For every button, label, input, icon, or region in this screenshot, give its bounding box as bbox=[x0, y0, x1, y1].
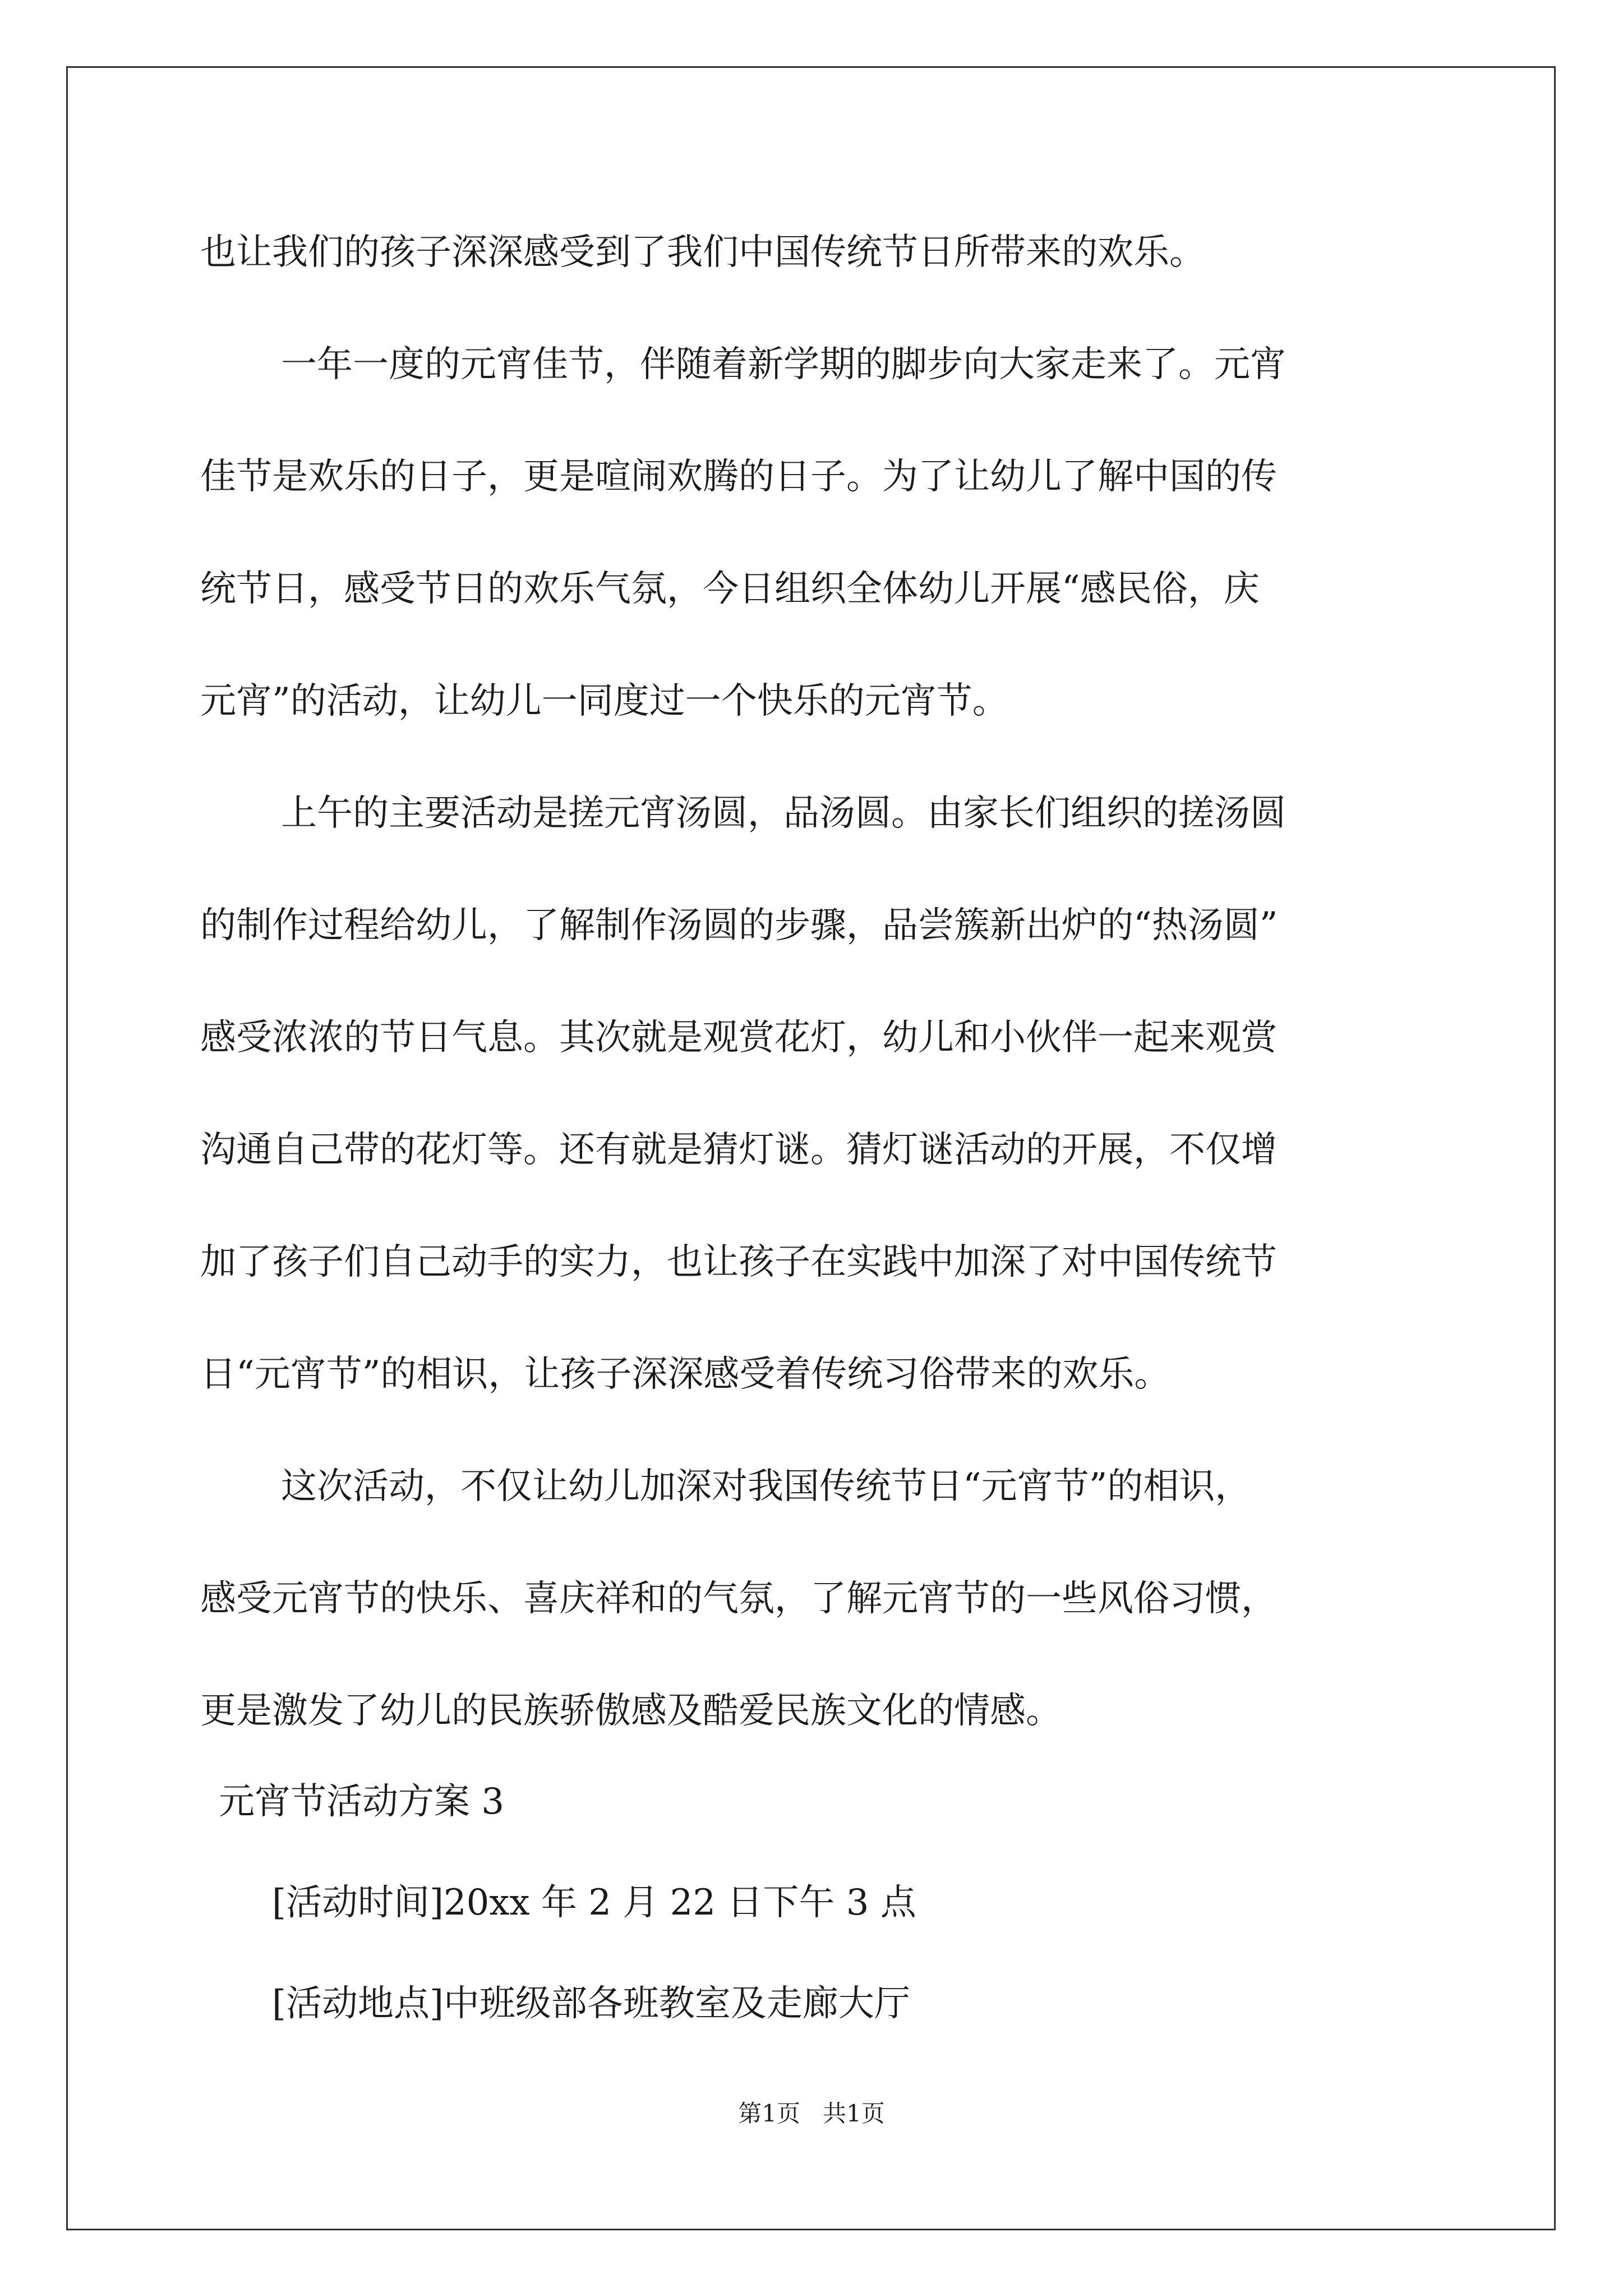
text-line-3: 佳节是欢乐的日子，更是喧闹欢腾的日子。为了让幼儿了解中国的传 bbox=[200, 456, 1277, 498]
text-line-13: 感受元宵节的快乐、喜庆祥和的气氛，了解元宵节的一些风俗习惯， bbox=[200, 1578, 1277, 1619]
text-line-5: 元宵”的活动，让幼儿一同度过一个快乐的元宵节。 bbox=[200, 680, 1008, 722]
text-line-11: 日“元宵节”的相识，让孩子深深感受着传统习俗带来的欢乐。 bbox=[200, 1354, 1170, 1395]
activity-time: [活动时间]20xx 年 2 月 22 日下午 3 点 bbox=[272, 1882, 916, 1924]
page-footer: 第1页 共1页 bbox=[738, 2100, 885, 2127]
text-line-2: 一年一度的元宵佳节，伴随着新学期的脚步向大家走来了。元宵 bbox=[281, 344, 1286, 385]
text-line-6: 上午的主要活动是搓元宵汤圆，品汤圆。由家长们组织的搓汤圆 bbox=[281, 793, 1286, 834]
text-line-8: 感受浓浓的节日气息。其次就是观赏花灯，幼儿和小伙伴一起来观赏 bbox=[200, 1017, 1277, 1059]
text-line-4: 统节日，感受节日的欢乐气氛，今日组织全体幼儿开展“感民俗，庆 bbox=[200, 568, 1260, 610]
text-line-14: 更是激发了幼儿的民族骄傲感及酷爱民族文化的情感。 bbox=[200, 1690, 1062, 1732]
text-line-1: 也让我们的孩子深深感受到了我们中国传统节日所带来的欢乐。 bbox=[200, 232, 1205, 273]
text-line-10: 加了孩子们自己动手的实力，也让孩子在实践中加深了对中国传统节 bbox=[200, 1241, 1277, 1283]
activity-location: [活动地点]中班级部各班教室及走廊大厅 bbox=[272, 1983, 910, 2024]
section-heading: 元宵节活动方案 3 bbox=[219, 1781, 505, 1823]
text-line-9: 沟通自己带的花灯等。还有就是猜灯谜。猜灯谜活动的开展，不仅增 bbox=[200, 1129, 1277, 1171]
text-line-12: 这次活动，不仅让幼儿加深对我国传统节日“元宵节”的相识， bbox=[281, 1466, 1251, 1507]
text-line-7: 的制作过程给幼儿，了解制作汤圆的步骤，品尝簇新出炉的“热汤圆” bbox=[200, 905, 1278, 946]
